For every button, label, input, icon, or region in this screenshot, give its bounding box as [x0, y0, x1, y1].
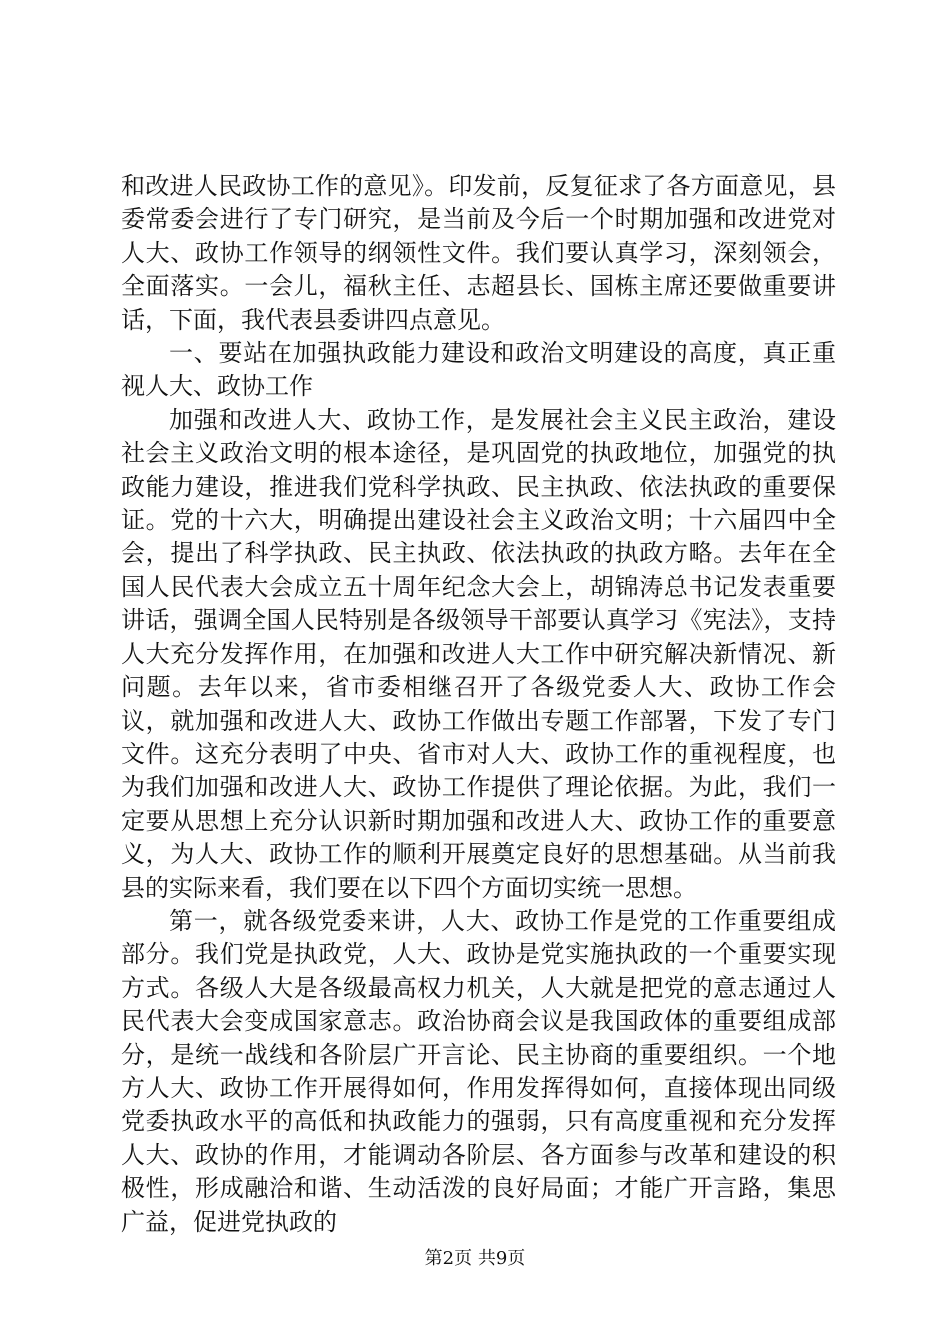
paragraph-1: 和改进人民政协工作的意见》。印发前，反复征求了各方面意见，县委常委会进行了专门研究，是当前及今后一个时期加强和改进党对人大、政协工作领导的纲领性文件。我们要认真学习，深刻领会，全面落实。一会儿，福秋主任、志超县长、国栋主席还要做重要讲话，下面，我代表县委讲四点意见。: [121, 172, 836, 334]
paragraph-3: 第一，就各级党委来讲，人大、政协工作是党的工作重要组成部分。我们党是执政党，人大、政协是党实施执政的一个重要实现方式。各级人大是各级最高权力机关，人大就是把党的意志通过人民代表大会变成国家意志。政治协商会议是我国政体的重要组成部分，是统一战线和各阶层广开言论、民主协商的重要组织。一个地方人大、政协工作开展得如何，作用发挥得如何，直接体现出同级党委执政水平的高低和执政能力的强弱，只有高度重视和充分发挥人大、政协的作用，才能调动各阶层、各方面参与改革和建设的积极性，形成融洽和谐、生动活泼的良好局面；才能广开言路，集思广益，促进党执政的: [121, 906, 836, 1236]
document-body: [121, 170, 836, 1239]
page-number-footer: 第2页 共9页: [424, 1248, 526, 1269]
paragraph-2: 加强和改进人大、政协工作，是发展社会主义民主政治，建设社会主义政治文明的根本途径，是巩固党的执政地位，加强党的执政能力建设，推进我们党科学执政、民主执政、依法执政的重要保证。党的十六大，明确提出建设社会主义政治文明；十六届四中全会，提出了科学执政、民主执政、依法执政的执政方略。去年在全国人民代表大会成立五十周年纪念大会上，胡锦涛总书记发表重要讲话，强调全国人民特别是各级领导干部要认真学习《宪法》，支持人大充分发挥作用，在加强和改进人大工作中研究解决新情况、新问题。去年以来，省市委相继召开了各级党委人大、政协工作会议，就加强和改进人大、政协工作做出专题工作部署，下发了专门文件。这充分表明了中央、省市对人大、政协工作的重视程度，也为我们加强和改进人大、政协工作提供了理论依据。为此，我们一定要从思想上充分认识新时期加强和改进人大、政协工作的重要意义，为人大、政协工作的顺利开展奠定良好的思想基础。从当前我县的实际来看，我们要在以下四个方面切实统一思想。: [121, 405, 836, 902]
section-heading-1: 一、要站在加强执政能力建设和政治文明建设的高度，真正重视人大、政协工作: [121, 339, 836, 401]
